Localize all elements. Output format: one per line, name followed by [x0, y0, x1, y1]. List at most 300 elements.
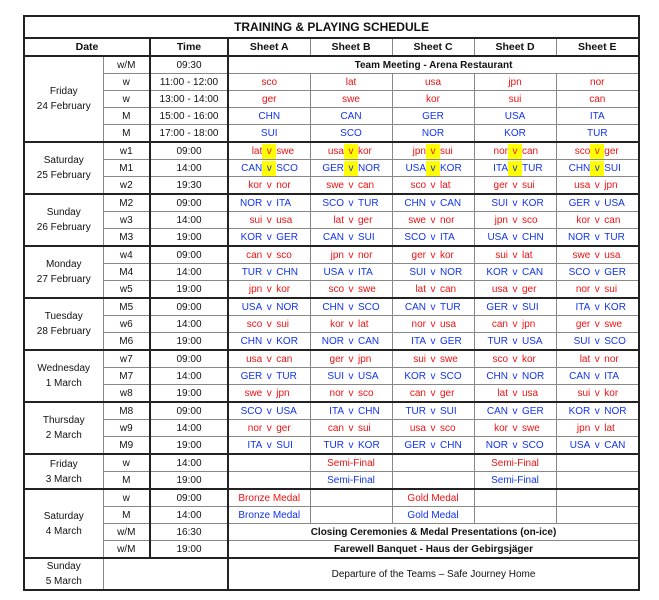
game-cell [474, 177, 556, 195]
team-2: USA [276, 405, 297, 417]
game-cell [310, 229, 392, 247]
team-2: ger [358, 214, 373, 226]
matchup [475, 317, 556, 332]
time-cell: 16:30 [150, 524, 228, 541]
team-1: CHN [486, 370, 508, 382]
game-cell [310, 194, 392, 212]
game-cell [474, 229, 556, 247]
matchup [393, 178, 474, 193]
team-2: can [276, 353, 293, 365]
versus-label: v [430, 231, 436, 243]
sheet-cell [556, 489, 639, 507]
schedule-row [24, 160, 639, 177]
game-cell [310, 142, 392, 160]
versus-label: v [348, 335, 354, 347]
versus-label: v [348, 353, 354, 365]
matchup [557, 196, 639, 211]
time-cell: 14:00 [150, 160, 228, 177]
matchup [229, 317, 310, 332]
sheet-cell: Bronze Medal [228, 507, 310, 524]
sheet-cell: ITA [556, 108, 639, 125]
versus-label: v [594, 318, 600, 330]
schedule-row [24, 489, 639, 507]
team-1: ITA [329, 405, 344, 417]
game-cell [310, 177, 392, 195]
matchup [557, 317, 639, 332]
versus-label: v [266, 197, 272, 209]
team-1: nor [411, 318, 426, 330]
versus-label: v [348, 301, 354, 313]
game-cell [474, 333, 556, 351]
schedule-row [24, 298, 639, 316]
time-cell: 09:00 [150, 142, 228, 160]
event-cell: Team Meeting - Arena Restaurant [228, 56, 639, 74]
matchup [311, 300, 392, 315]
team-2: USA [358, 370, 379, 382]
team-1: sui [495, 249, 508, 261]
matchup [557, 265, 639, 280]
team-2: can [358, 179, 375, 191]
time-cell: 19:00 [150, 541, 228, 559]
team-2: SUI [440, 405, 457, 417]
versus-label: v [266, 301, 272, 313]
draw-code: w5 [103, 281, 150, 299]
draw-code: w/M [103, 541, 150, 559]
date-cell [24, 246, 103, 298]
draw-code: M7 [103, 368, 150, 385]
time-cell: 11:00 - 12:00 [150, 74, 228, 91]
matchup [311, 265, 392, 280]
schedule-row [24, 281, 639, 299]
time-cell: 19:00 [150, 385, 228, 403]
team-1: sco [492, 353, 508, 365]
date-cell [24, 56, 103, 142]
matchup [311, 334, 392, 349]
empty-cell [103, 558, 228, 590]
sheet-cell: Semi-Final [474, 454, 556, 472]
matchup [311, 352, 392, 367]
team-1: swe [572, 249, 591, 261]
team-2: GER [522, 405, 544, 417]
game-cell [474, 264, 556, 281]
team-2: sui [604, 283, 618, 295]
versus-label: v [590, 161, 604, 176]
team-2: GER [440, 335, 462, 347]
schedule-row [24, 385, 639, 403]
versus-label: v [594, 353, 600, 365]
day-date: 28 February [36, 326, 91, 337]
day-name: Saturday [43, 510, 84, 522]
day-name: Sunday [46, 207, 81, 218]
schedule-row [24, 246, 639, 264]
team-1: NOR [568, 231, 591, 243]
team-1: lat [415, 283, 426, 295]
draw-code: M2 [103, 194, 150, 212]
team-2: SUI [522, 301, 539, 313]
sheet-cell: lat [310, 74, 392, 91]
versus-label: v [512, 370, 518, 382]
versus-label: v [512, 387, 518, 399]
draw-code: M9 [103, 437, 150, 455]
time-cell: 17:00 - 18:00 [150, 125, 228, 143]
versus-label: v [266, 283, 272, 295]
schedule-row [24, 454, 639, 472]
day-name: Friday [49, 86, 78, 97]
game-cell [474, 402, 556, 420]
matchup [557, 334, 639, 349]
draw-code: M5 [103, 298, 150, 316]
team-1: sco [246, 318, 263, 330]
team-1: USA [405, 162, 426, 174]
sheet-cell: CHN [228, 108, 310, 125]
matchup [557, 248, 639, 263]
draw-code: M4 [103, 264, 150, 281]
team-1: kor [576, 214, 591, 226]
versus-label: v [344, 161, 358, 176]
team-2: swe [604, 318, 623, 330]
game-cell [556, 160, 639, 177]
team-2: lat [440, 179, 451, 191]
matchup [475, 213, 556, 228]
game-cell [392, 264, 474, 281]
team-2: CHN [522, 231, 544, 243]
day-date: 25 February [36, 170, 91, 181]
sheet-cell: Semi-Final [310, 454, 392, 472]
day-date: 26 February [36, 222, 91, 233]
draw-code: M [103, 125, 150, 143]
game-cell [228, 194, 310, 212]
matchup [393, 369, 474, 384]
versus-label: v [512, 179, 518, 191]
versus-label: v [430, 370, 436, 382]
team-1: can [246, 249, 263, 261]
schedule-body [24, 56, 639, 590]
time-cell: 19:30 [150, 177, 228, 195]
matchup [229, 144, 310, 159]
matchup [311, 196, 392, 211]
team-2: ITA [440, 231, 455, 243]
matchup [393, 438, 474, 453]
game-cell [392, 246, 474, 264]
game-cell [474, 212, 556, 229]
team-1: GER [322, 162, 344, 174]
team-2: usa [604, 249, 621, 261]
versus-label: v [348, 439, 354, 451]
draw-code: w/M [103, 56, 150, 74]
team-2: CHN [358, 405, 380, 417]
game-cell [474, 368, 556, 385]
team-1: CAN [241, 162, 263, 174]
matchup [393, 352, 474, 367]
header-sheet-e: Sheet E [556, 38, 639, 56]
game-cell [392, 316, 474, 333]
team-1: sui [577, 387, 591, 399]
time-cell: 14:00 [150, 368, 228, 385]
versus-label: v [594, 387, 600, 399]
versus-label: v [348, 179, 354, 191]
matchup [393, 265, 474, 280]
versus-label: v [344, 144, 358, 159]
draw-code: w6 [103, 316, 150, 333]
team-2: ger [440, 387, 455, 399]
date-cell [24, 142, 103, 194]
matchup [475, 404, 556, 419]
team-1: CHN [322, 301, 344, 313]
game-cell [228, 333, 310, 351]
schedule-title: TRAINING & PLAYING SCHEDULE [24, 16, 639, 38]
versus-label: v [594, 370, 600, 382]
game-cell [556, 246, 639, 264]
versus-label: v [430, 318, 436, 330]
time-cell: 14:00 [150, 264, 228, 281]
matchup [311, 213, 392, 228]
versus-label: v [594, 197, 600, 209]
versus-label: v [348, 318, 354, 330]
schedule-row [24, 74, 639, 91]
event-cell: Closing Ceremonies & Medal Presentations (on-ice) [228, 524, 639, 541]
draw-code: M3 [103, 229, 150, 247]
team-1: KOR [240, 231, 263, 243]
team-2: CHN [276, 266, 298, 278]
team-1: swe [326, 179, 344, 191]
draw-code: M [103, 472, 150, 490]
versus-label: v [594, 335, 600, 347]
team-1: can [491, 318, 508, 330]
game-cell [474, 160, 556, 177]
day-name: Thursday [42, 415, 85, 426]
team-1: sco [574, 145, 591, 157]
sheet-cell: nor [556, 74, 639, 91]
game-cell [310, 281, 392, 299]
matchup [229, 230, 310, 245]
game-cell [474, 194, 556, 212]
versus-label: v [266, 353, 272, 365]
time-cell: 09:30 [150, 56, 228, 74]
versus-label: v [348, 231, 354, 243]
header-sheet-d: Sheet D [474, 38, 556, 56]
versus-label: v [348, 197, 354, 209]
team-2: CAN [604, 439, 626, 451]
game-cell [228, 368, 310, 385]
team-2: CHN [440, 439, 462, 451]
matchup [311, 386, 392, 401]
matchup [475, 265, 556, 280]
team-1: sui [413, 353, 426, 365]
matchup [475, 144, 556, 159]
day-date: 3 March [45, 473, 82, 485]
team-2: can [604, 214, 621, 226]
versus-label: v [594, 214, 600, 226]
team-1: CAN [322, 231, 344, 243]
matchup [229, 404, 310, 419]
team-2: TUR [276, 370, 297, 382]
team-1: kor [494, 422, 508, 434]
versus-label: v [262, 144, 276, 159]
schedule-row [24, 420, 639, 437]
game-cell [392, 142, 474, 160]
schedule-row [24, 108, 639, 125]
game-cell [310, 402, 392, 420]
matchup [475, 248, 556, 263]
team-2: SUI [276, 439, 293, 451]
game-cell [228, 264, 310, 281]
versus-label: v [594, 249, 600, 261]
sheet-cell: sco [228, 74, 310, 91]
team-1: GER [404, 439, 426, 451]
matchup [229, 213, 310, 228]
versus-label: v [430, 387, 436, 399]
game-cell [556, 281, 639, 299]
versus-label: v [594, 422, 600, 434]
game-cell [310, 212, 392, 229]
game-cell [228, 350, 310, 368]
game-cell [310, 385, 392, 403]
matchup [229, 300, 310, 315]
sheet-cell: TUR [556, 125, 639, 143]
matchup [557, 230, 639, 245]
team-2: nor [276, 179, 291, 191]
draw-code: M6 [103, 333, 150, 351]
matchup [311, 161, 392, 176]
schedule-row [24, 125, 639, 143]
matchup [475, 196, 556, 211]
team-2: ger [522, 283, 537, 295]
versus-label: v [266, 405, 272, 417]
draw-code: w9 [103, 420, 150, 437]
versus-label: v [512, 214, 518, 226]
matchup [393, 300, 474, 315]
schedule-row [24, 350, 639, 368]
sheet-cell: GER [392, 108, 474, 125]
team-1: can [327, 422, 344, 434]
matchup [229, 282, 310, 297]
team-2: KOR [358, 439, 380, 451]
event-cell: Farewell Banquet - Haus der Gebirgsjäger [228, 541, 639, 559]
game-cell [392, 194, 474, 212]
team-1: ger [493, 179, 508, 191]
sheet-cell: kor [392, 91, 474, 108]
schedule-row [24, 91, 639, 108]
time-cell: 19:00 [150, 437, 228, 455]
matchup [311, 178, 392, 193]
versus-label: v [512, 405, 518, 417]
sheet-cell [474, 489, 556, 507]
game-cell [310, 316, 392, 333]
matchup [229, 421, 310, 436]
draw-code: w [103, 489, 150, 507]
date-cell [24, 454, 103, 489]
versus-label: v [348, 387, 354, 399]
time-cell: 09:00 [150, 246, 228, 264]
team-2: usa [522, 387, 539, 399]
versus-label: v [266, 370, 272, 382]
team-2: nor [358, 249, 373, 261]
time-cell: 09:00 [150, 350, 228, 368]
game-cell [310, 420, 392, 437]
header-date: Date [24, 38, 150, 56]
game-cell [474, 350, 556, 368]
team-2: kor [522, 353, 536, 365]
time-cell: 09:00 [150, 194, 228, 212]
team-1: CHN [240, 335, 263, 347]
team-1: TUR [241, 266, 263, 278]
time-cell: 19:00 [150, 229, 228, 247]
schedule-row [24, 142, 639, 160]
matchup [475, 369, 556, 384]
versus-label: v [266, 335, 272, 347]
sheet-cell [556, 472, 639, 490]
team-2: SCO [522, 439, 544, 451]
team-2: nor [604, 353, 619, 365]
game-cell [392, 229, 474, 247]
game-cell [474, 437, 556, 455]
team-2: lat [358, 318, 369, 330]
team-1: nor [329, 387, 344, 399]
time-cell: 14:00 [150, 212, 228, 229]
draw-code: w7 [103, 350, 150, 368]
versus-label: v [430, 266, 436, 278]
game-cell [556, 177, 639, 195]
team-1: lat [333, 214, 344, 226]
game-cell [392, 385, 474, 403]
matchup [393, 282, 474, 297]
team-1: jpn [576, 422, 591, 434]
team-1: usa [409, 422, 426, 434]
team-1: ger [329, 353, 344, 365]
game-cell [228, 229, 310, 247]
draw-code: w/M [103, 524, 150, 541]
team-2: GER [604, 266, 626, 278]
schedule-row [24, 507, 639, 524]
game-cell [392, 420, 474, 437]
sheet-cell: jpn [474, 74, 556, 91]
team-2: jpn [522, 318, 536, 330]
schedule-row [24, 524, 639, 541]
game-cell [228, 420, 310, 437]
team-2: jpn [604, 179, 618, 191]
team-2: can [522, 145, 539, 157]
game-cell [474, 420, 556, 437]
versus-label: v [426, 161, 440, 176]
game-cell [474, 281, 556, 299]
matchup [229, 369, 310, 384]
time-cell: 19:00 [150, 333, 228, 351]
matchup [311, 230, 392, 245]
team-2: KOR [604, 301, 626, 313]
game-cell [310, 298, 392, 316]
day-name: Tuesday [44, 311, 83, 322]
matchup [393, 421, 474, 436]
sheet-cell: SUI [228, 125, 310, 143]
versus-label: v [512, 249, 518, 261]
team-1: usa [574, 179, 591, 191]
date-cell [24, 558, 103, 590]
sheet-cell: ger [228, 91, 310, 108]
team-2: nor [440, 214, 455, 226]
team-2: USA [604, 197, 625, 209]
team-1: nor [247, 422, 263, 434]
team-2: KOR [522, 197, 544, 209]
matchup [475, 282, 556, 297]
team-1: CHN [568, 162, 591, 174]
sheet-cell: CAN [310, 108, 392, 125]
team-1: GER [568, 197, 591, 209]
day-date: 27 February [36, 274, 91, 285]
team-1: ITA [493, 162, 508, 174]
matchup [229, 248, 310, 263]
matchup [557, 144, 639, 159]
day-date: 24 February [36, 101, 91, 112]
